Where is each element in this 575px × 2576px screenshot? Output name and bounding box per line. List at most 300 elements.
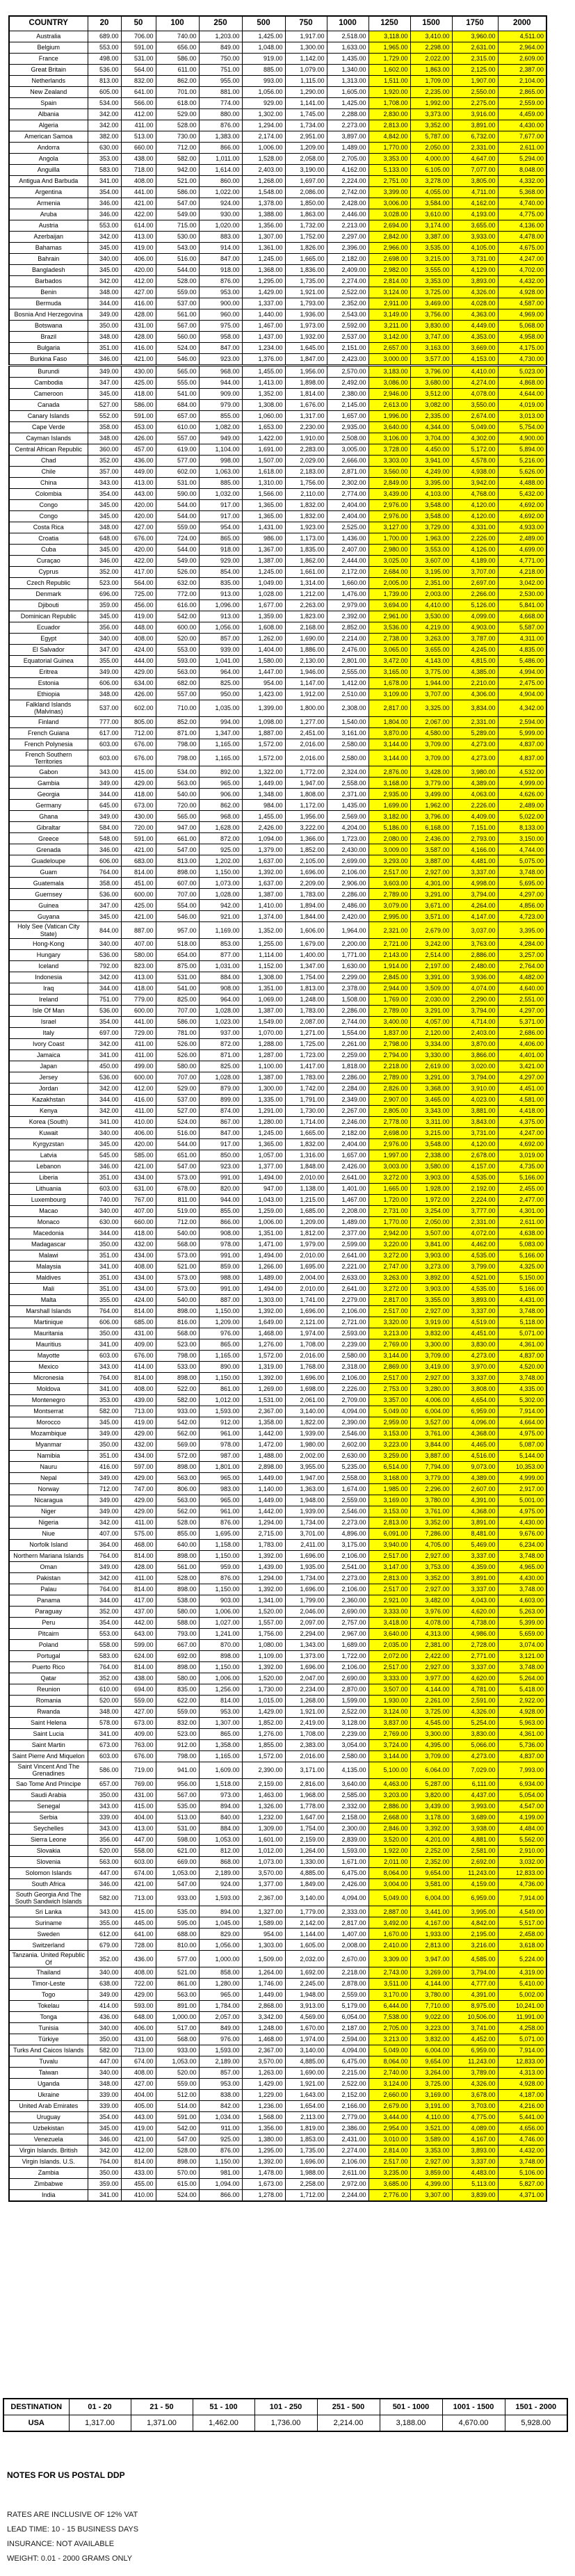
rate-cell: 1,974.00	[285, 1328, 327, 1339]
rate-cell: 1,837.00	[369, 1028, 410, 1039]
rate-cell: 2,774.00	[327, 489, 369, 500]
destination-rate-cell: 1,462.00	[193, 2415, 254, 2432]
rate-cell: 1,150.00	[199, 1551, 242, 1562]
rate-cell: 4,313.00	[410, 1629, 452, 1640]
rate-cell: 725.00	[121, 589, 156, 600]
rate-cell: 1,256.00	[199, 1684, 242, 1696]
rate-cell: 1,947.00	[285, 1473, 327, 1484]
rate-cell: 847.00	[199, 343, 242, 354]
rate-cell: 865.00	[199, 533, 242, 545]
rate-cell: 544.00	[156, 1139, 199, 1150]
rate-cell: 1,671.00	[327, 1856, 369, 1867]
rate-cell: 429.00	[121, 1990, 156, 2001]
rate-cell: 5,071.00	[498, 1328, 546, 1339]
rate-cell: 4,249.00	[410, 467, 452, 478]
rate-cell: 1,677.00	[242, 600, 285, 611]
rate-cell: 2,105.00	[285, 855, 327, 867]
rate-cell: 346.00	[88, 556, 121, 567]
rate-cell: 3,272.00	[369, 1250, 410, 1262]
rate-cell: 2,979.00	[327, 600, 369, 611]
rate-cell: 3,222.00	[285, 822, 327, 833]
rate-cell: 958.00	[199, 332, 242, 343]
rate-cell: 2,517.00	[369, 1551, 410, 1562]
rate-cell: 2,106.00	[327, 1373, 369, 1384]
rate-cell: 4,332.00	[498, 176, 546, 187]
country-cell: Moldova	[9, 1384, 88, 1395]
rate-row	[9, 867, 546, 878]
rate-cell: 4,999.00	[498, 1473, 546, 1484]
rate-cell: 1,027.00	[199, 1618, 242, 1629]
rate-cell: 427.00	[121, 287, 156, 298]
rate-cell: 1,209.00	[199, 1317, 242, 1328]
rate-cell: 654.00	[156, 950, 199, 961]
rate-cell: 349.00	[88, 366, 121, 378]
rate-cell: 1,520.00	[242, 1607, 285, 1618]
rate-cell: 3,337.00	[452, 1373, 498, 1384]
rate-cell: 1,028.00	[199, 1072, 242, 1084]
country-cell: Curaçao	[9, 556, 88, 567]
rate-cell: 1,400.00	[285, 950, 327, 961]
rate-row	[9, 700, 546, 717]
rate-cell: 689.00	[88, 31, 121, 42]
rate-cell: 867.00	[199, 1117, 242, 1128]
rate-cell: 4,313.00	[498, 2068, 546, 2079]
rate-cell: 3,955.00	[285, 1462, 327, 1473]
rate-cell: 1,373.00	[285, 1651, 327, 1662]
rate-cell: 847.00	[199, 1128, 242, 1139]
rate-cell: 3,005.00	[327, 444, 369, 456]
rate-cell: 438.00	[121, 154, 156, 165]
rate-cell: 1,449.00	[242, 778, 285, 789]
rate-cell: 343.00	[88, 478, 121, 489]
rate-cell: 408.00	[121, 1967, 156, 1979]
rate-cell: 913.00	[199, 589, 242, 600]
rate-cell: 3,353.00	[410, 276, 452, 287]
rate-cell: 918.00	[199, 265, 242, 276]
rate-cell: 3,215.00	[410, 1128, 452, 1139]
rate-cell: 679.00	[88, 1940, 121, 1951]
rate-cell: 5,263.00	[498, 1607, 546, 1618]
rate-cell: 3,428.00	[410, 766, 452, 778]
rate-cell: 524.00	[156, 1117, 199, 1128]
rate-cell: 3,584.00	[410, 198, 452, 209]
rate-cell: 676.00	[121, 739, 156, 750]
rate-cell: 3,213.00	[369, 1328, 410, 1339]
rate-cell: 6,444.00	[369, 2001, 410, 2012]
rate-cell: 2,097.00	[285, 1618, 327, 1629]
rate-cell: 2,332.00	[327, 1801, 369, 1812]
rate-cell: 3,150.00	[498, 833, 546, 844]
rate-cell: 1,557.00	[242, 1618, 285, 1629]
rate-cell: 1,643.00	[285, 2090, 327, 2101]
rate-cell: 2,274.00	[327, 276, 369, 287]
country-cell: Mauritania	[9, 1328, 88, 1339]
rate-row	[9, 187, 546, 198]
rate-cell: 9,676.00	[498, 1529, 546, 1540]
country-cell: Bangladesh	[9, 265, 88, 276]
rate-cell: 4,135.00	[327, 1762, 369, 1779]
rate-row	[9, 778, 546, 789]
destination-rate-cell: 1,317.00	[69, 2415, 131, 2432]
rate-cell: 6,959.00	[452, 1890, 498, 1906]
rate-row	[9, 2001, 546, 2012]
country-cell: Anguilla	[9, 165, 88, 176]
rate-cell: 5,133.00	[369, 165, 410, 176]
rate-row	[9, 1017, 546, 1028]
rate-cell: 585.00	[121, 1150, 156, 1161]
rate-cell: 3,280.00	[410, 1384, 452, 1395]
rate-cell: 798.00	[156, 1351, 199, 1362]
rate-cell: 2,715.00	[242, 1529, 285, 1540]
rate-cell: 2,455.00	[498, 1184, 546, 1195]
rate-cell: 4,094.00	[327, 1890, 369, 1906]
rate-cell: 3,709.00	[410, 1351, 452, 1362]
rate-cell: 431.00	[121, 1789, 156, 1801]
rate-row	[9, 2112, 546, 2123]
rate-cell: 351.00	[88, 1273, 121, 1284]
rate-cell: 925.00	[199, 844, 242, 855]
rate-cell: 410.00	[121, 1117, 156, 1128]
rate-cell: 2,218.00	[369, 1061, 410, 1072]
rate-cell: 1,783.00	[285, 1006, 327, 1017]
rate-cell: 3,511.00	[369, 1979, 410, 1990]
destination-rate-cell: 1,371.00	[131, 2415, 193, 2432]
rate-cell: 4,535.00	[452, 1173, 498, 1184]
rate-cell: 2,619.00	[410, 1061, 452, 1072]
rate-cell: 2,794.00	[369, 1050, 410, 1061]
country-cell: Costa Rica	[9, 522, 88, 533]
rate-cell: 10,506.00	[452, 2012, 498, 2023]
rate-cell: 528.00	[156, 1573, 199, 1584]
rate-cell: 590.00	[156, 489, 199, 500]
country-cell: Tonga	[9, 2012, 88, 2023]
rate-cell: 5,659.00	[498, 1629, 546, 1640]
rate-cell: 4,856.00	[498, 900, 546, 911]
country-cell: Cambodia	[9, 378, 88, 389]
rate-cell: 814.00	[121, 1662, 156, 1673]
rate-cell: 651.00	[156, 1150, 199, 1161]
rate-cell: 3,701.00	[285, 1529, 327, 1540]
rate-cell: 3,309.00	[369, 1951, 410, 1967]
rate-row	[9, 1206, 546, 1217]
rate-cell: 3,300.00	[410, 1729, 452, 1740]
country-cell: Sweden	[9, 1929, 88, 1940]
rate-cell: 416.00	[121, 1095, 156, 1106]
notes-section	[7, 2470, 424, 2569]
rate-cell: 1,654.00	[285, 2101, 327, 2112]
rate-cell: 537.00	[156, 298, 199, 309]
rate-cell: 5,787.00	[410, 131, 452, 143]
rate-cell: 638.00	[88, 1979, 121, 1990]
rate-cell: 2,396.00	[327, 243, 369, 254]
rate-cell: 1,365.00	[242, 511, 285, 522]
rate-cell: 1,141.00	[285, 98, 327, 109]
rate-cell: 829.00	[199, 1929, 242, 1940]
rate-cell: 1,665.00	[285, 254, 327, 265]
rate-cell: 5,022.00	[498, 811, 546, 822]
rate-cell: 1,383.00	[199, 131, 242, 143]
rate-cell: 898.00	[156, 1462, 199, 1473]
rate-cell: 925.00	[199, 2134, 242, 2146]
rate-cell: 645.00	[88, 800, 121, 811]
rate-cell: 871.00	[199, 1050, 242, 1061]
rate-cell: 352.00	[88, 1673, 121, 1684]
rate-cell: 3,013.00	[498, 411, 546, 422]
rate-cell: 3,655.00	[452, 220, 498, 232]
rate-cell: 4,361.00	[498, 1729, 546, 1740]
rate-cell: 5,287.00	[410, 1778, 452, 1789]
rate-cell: 5,562.00	[498, 1834, 546, 1845]
rate-cell: 434.00	[121, 1273, 156, 1284]
rate-cell: 921.00	[199, 911, 242, 922]
rate-row	[9, 545, 546, 556]
rate-cell: 6,054.00	[327, 2012, 369, 2023]
rate-cell: 987.00	[199, 1451, 242, 1462]
rate-cell: 4,775.00	[452, 2112, 498, 2123]
rate-cell: 3,216.00	[452, 1940, 498, 1951]
rate-cell: 3,325.00	[410, 700, 452, 717]
rate-cell: 520.00	[156, 2068, 199, 2079]
rate-cell: 1,303.00	[242, 1295, 285, 1306]
rate-cell: 814.00	[121, 1306, 156, 1317]
rate-cell: 600.00	[121, 1006, 156, 1017]
country-cell: Jordan	[9, 1084, 88, 1095]
rate-cell: 4,868.00	[498, 378, 546, 389]
rate-cell: 772.00	[156, 589, 199, 600]
rate-cell: 1,894.00	[285, 900, 327, 911]
rate-cell: 1,572.00	[242, 739, 285, 750]
rate-cell: 720.00	[121, 822, 156, 833]
rate-cell: 451.00	[121, 878, 156, 889]
rate-cell: 436.00	[88, 2012, 121, 2023]
rate-cell: 2,611.00	[498, 143, 546, 154]
country-cell: Guyana	[9, 911, 88, 922]
rate-row	[9, 2157, 546, 2168]
rate-cell: 1,352.00	[242, 922, 285, 939]
country-cell: Norway	[9, 1484, 88, 1495]
rate-cell: 2,032.00	[285, 1951, 327, 1967]
rate-cell: 2,698.00	[369, 254, 410, 265]
country-cell: Gabon	[9, 766, 88, 778]
rate-cell: 1,649.00	[242, 1317, 285, 1328]
rate-cell: 519.00	[156, 1206, 199, 1217]
country-cell: Chile	[9, 467, 88, 478]
rate-cell: 2,692.00	[452, 1856, 498, 1867]
rate-cell: 4,410.00	[452, 366, 498, 378]
rate-cell: 419.00	[121, 243, 156, 254]
rate-cell: 1,330.00	[285, 1856, 327, 1867]
country-cell: Cameroon	[9, 389, 88, 400]
rate-cell: 866.00	[199, 1217, 242, 1228]
rate-cell: 5,186.00	[369, 822, 410, 833]
rate-row	[9, 1284, 546, 1295]
country-cell: Türkiye	[9, 2034, 88, 2045]
rate-cell: 1,455.00	[242, 811, 285, 822]
rate-cell: 976.00	[199, 2034, 242, 2045]
country-cell: Portugal	[9, 1651, 88, 1662]
rate-cell: 4,193.00	[452, 209, 498, 220]
rate-cell: 2,274.00	[327, 2146, 369, 2157]
rate-cell: 1,392.00	[242, 2157, 285, 2168]
rate-cell: 1,566.00	[242, 489, 285, 500]
rate-cell: 536.00	[88, 65, 121, 76]
rate-cell: 1,302.00	[242, 109, 285, 120]
rate-cell: 2,288.00	[327, 109, 369, 120]
rate-cell: 5,002.00	[498, 1990, 546, 2001]
rate-cell: 2,666.00	[327, 456, 369, 467]
rate-cell: 555.00	[156, 378, 199, 389]
rate-cell: 1,630.00	[327, 961, 369, 972]
rate-cell: 3,169.00	[410, 2090, 452, 2101]
rate-cell: 2,839.00	[327, 1834, 369, 1845]
rate-cell: 2,380.00	[327, 389, 369, 400]
country-cell: Northern Mariana Islands	[9, 1551, 88, 1562]
rate-cell: 792.00	[88, 961, 121, 972]
rate-cell: 1,657.00	[327, 1150, 369, 1161]
rate-cell: 1,754.00	[285, 972, 327, 983]
rate-cell: 3,142.00	[369, 332, 410, 343]
rate-row	[9, 1951, 546, 1967]
rate-cell: 2,753.00	[369, 1384, 410, 1395]
rate-cell: 1,361.00	[242, 243, 285, 254]
rate-cell: 3,587.00	[410, 844, 452, 855]
destination-rate-cell: 1,736.00	[254, 2415, 317, 2432]
rate-cell: 4,144.00	[410, 1979, 452, 1990]
rate-cell: 4,335.00	[498, 1384, 546, 1395]
rate-cell: 4,580.00	[410, 727, 452, 739]
rate-cell: 347.00	[88, 645, 121, 656]
rate-cell: 696.00	[88, 589, 121, 600]
rate-cell: 3,729.00	[410, 522, 452, 533]
rate-cell: 850.00	[199, 1150, 242, 1161]
rate-cell: 1,832.00	[285, 511, 327, 522]
rate-cell: 1,768.00	[285, 1362, 327, 1373]
rate-cell: 2,296.00	[410, 1484, 452, 1495]
rate-cell: 1,509.00	[242, 1951, 285, 1967]
rate-cell: 531.00	[156, 972, 199, 983]
country-cell: Ukraine	[9, 2090, 88, 2101]
destination-column-header: 01 - 20	[69, 2399, 131, 2415]
rate-cell: 4,535.00	[452, 1250, 498, 1262]
rate-cell: 3,109.00	[369, 689, 410, 700]
rate-cell: 2,946.00	[369, 389, 410, 400]
rate-row	[9, 589, 546, 600]
rate-cell: 4,055.00	[410, 187, 452, 198]
rate-cell: 862.00	[156, 76, 199, 87]
rate-cell: 4,478.00	[498, 232, 546, 243]
rate-cell: 593.00	[156, 656, 199, 667]
rate-cell: 3,536.00	[369, 622, 410, 634]
rate-cell: 710.00	[156, 700, 199, 717]
rate-cell: 3,780.00	[410, 1990, 452, 2001]
rate-cell: 1,294.00	[242, 1518, 285, 1529]
rate-cell: 1,363.00	[285, 1484, 327, 1495]
rate-cell: 421.00	[121, 1161, 156, 1173]
rate-cell: 2,776.00	[369, 2190, 410, 2202]
rate-cell: 2,517.00	[369, 1662, 410, 1673]
rate-cell: 774.00	[199, 98, 242, 109]
rate-cell: 4,958.00	[498, 332, 546, 343]
rate-cell: 1,974.00	[285, 2034, 327, 2045]
rate-cell: 4,638.00	[498, 1228, 546, 1239]
rate-cell: 1,045.00	[199, 1917, 242, 1929]
rate-cell: 4,028.00	[452, 298, 498, 309]
rate-cell: 2,080.00	[369, 833, 410, 844]
rate-cell: 656.00	[156, 42, 199, 54]
rate-cell: 1,392.00	[242, 1373, 285, 1384]
rate-cell: 1,653.00	[242, 422, 285, 433]
rate-cell: 2,120.00	[410, 1028, 452, 1039]
country-cell: Azerbaijan	[9, 232, 88, 243]
rate-cell: 2,221.00	[327, 1262, 369, 1273]
rate-cell: 983.00	[199, 1484, 242, 1495]
column-header-100: 100	[156, 16, 199, 31]
rate-cell: 349.00	[88, 1495, 121, 1506]
rate-cell: 683.00	[121, 855, 156, 867]
rate-cell: 1,730.00	[242, 1684, 285, 1696]
rate-cell: 2,159.00	[285, 1834, 327, 1845]
rate-cell: 4,247.00	[498, 1128, 546, 1139]
rate-cell: 429.00	[121, 1428, 156, 1440]
rate-cell: 1,887.00	[242, 727, 285, 739]
rate-cell: 1,245.00	[242, 1128, 285, 1139]
rate-cell: 3,903.00	[410, 1284, 452, 1295]
country-cell: Guadeloupe	[9, 855, 88, 867]
rate-cell: 411.00	[121, 1050, 156, 1061]
country-cell: Pakistan	[9, 1573, 88, 1584]
rate-cell: 4,167.00	[410, 1917, 452, 1929]
rate-cell: 937.00	[199, 1028, 242, 1039]
rate-cell: 1,069.00	[242, 995, 285, 1006]
rate-cell: 1,593.00	[199, 2045, 242, 2056]
country-cell: Bulgaria	[9, 343, 88, 354]
rate-cell: 1,023.00	[199, 1017, 242, 1028]
rate-cell: 2,972.00	[327, 2179, 369, 2190]
rate-cell: 340.00	[88, 939, 121, 950]
rate-cell: 619.00	[156, 444, 199, 456]
rate-cell: 913.00	[199, 611, 242, 622]
rate-cell: 2,331.00	[452, 143, 498, 154]
rate-cell: 2,731.00	[369, 1206, 410, 1217]
rate-cell: 3,337.00	[452, 1662, 498, 1673]
rate-cell: 3,175.00	[327, 1540, 369, 1551]
rate-cell: 2,086.00	[285, 187, 327, 198]
rate-cell: 942.00	[156, 165, 199, 176]
rate-cell: 1,150.00	[199, 1662, 242, 1673]
rate-cell: 2,324.00	[327, 766, 369, 778]
rate-cell: 4,603.00	[498, 1595, 546, 1607]
rate-cell: 527.00	[156, 1106, 199, 1117]
country-cell: Thailand	[9, 1967, 88, 1979]
rate-cell: 676.00	[121, 1751, 156, 1762]
rate-cell: 3,763.00	[452, 939, 498, 950]
rate-cell: 531.00	[156, 1823, 199, 1834]
rate-cell: 1,698.00	[285, 1384, 327, 1395]
rate-cell: 3,387.00	[410, 232, 452, 243]
country-cell: Nepal	[9, 1473, 88, 1484]
rate-cell: 3,570.00	[242, 1867, 285, 1878]
rate-cell: 2,813.00	[369, 1573, 410, 1584]
rate-cell: 5,302.00	[498, 1395, 546, 1406]
rate-cell: 1,150.00	[199, 1306, 242, 1317]
rate-row	[9, 1518, 546, 1529]
rate-cell: 4,451.00	[452, 1328, 498, 1339]
rate-cell: 1,808.00	[285, 789, 327, 800]
rate-row	[9, 1428, 546, 1440]
rate-cell: 2,381.00	[410, 1640, 452, 1651]
rate-cell: 2,517.00	[369, 1306, 410, 1317]
rate-cell: 408.00	[121, 1384, 156, 1395]
